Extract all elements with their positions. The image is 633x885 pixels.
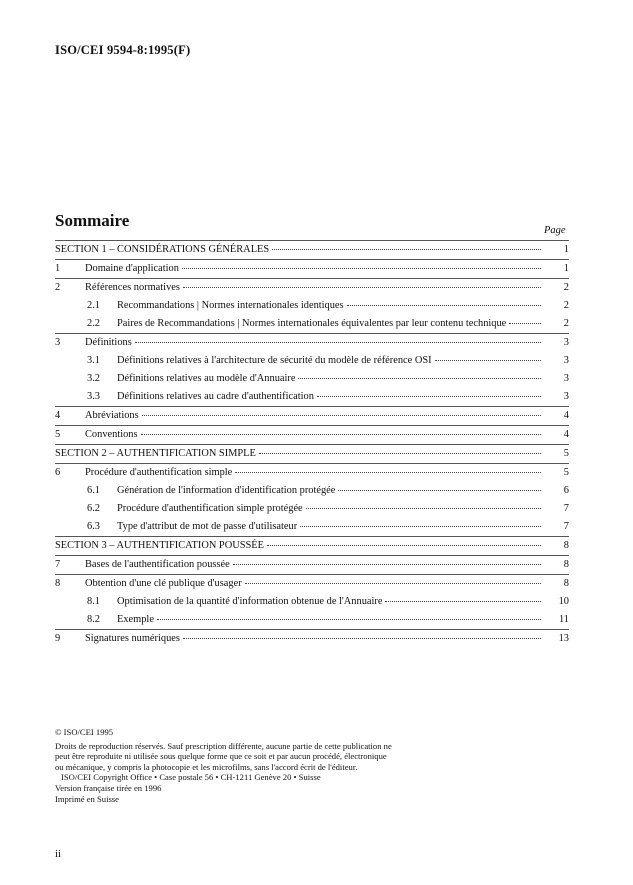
toc-entry-number: 6.3 bbox=[87, 521, 100, 532]
toc-entry-page: 6 bbox=[563, 485, 569, 496]
toc-entry-page: 11 bbox=[558, 614, 569, 625]
toc-entry bbox=[55, 500, 569, 518]
dot-leader bbox=[135, 342, 541, 343]
toc-entry-page: 3 bbox=[563, 391, 569, 402]
toc-entry-title: Domaine d'application bbox=[85, 263, 179, 274]
dot-leader bbox=[385, 601, 541, 602]
copyright-notice bbox=[55, 727, 455, 804]
toc-entry-page: 13 bbox=[558, 633, 569, 644]
toc-entry-title: Bases de l'authentification poussée bbox=[85, 559, 230, 570]
toc-entry-page: 3 bbox=[563, 337, 569, 348]
toc-entry-page: 8 bbox=[563, 559, 569, 570]
dot-leader bbox=[306, 508, 541, 509]
dot-leader bbox=[298, 378, 541, 379]
toc-entry-title: Exemple bbox=[117, 614, 154, 625]
toc-entry-title: Optimisation de la quantité d'information obtenue de l'Annuaire bbox=[117, 596, 383, 607]
toc-entry-title: SECTION 2 – AUTHENTIFICATION SIMPLE bbox=[55, 448, 256, 459]
toc-entry-number: 5 bbox=[55, 429, 61, 440]
toc-entry-number: 2.1 bbox=[87, 300, 100, 311]
rights-line: ou mécanique, y compris la photocopie et les microfilms, sans l'accord écrit de l'éditeur. bbox=[55, 761, 358, 772]
toc-entry-page: 8 bbox=[563, 540, 569, 551]
printed-line: Imprimé en Suisse bbox=[55, 793, 119, 804]
toc-entry-title: Génération de l'information d'identification protégée bbox=[117, 485, 336, 496]
toc-entry-page: 3 bbox=[563, 355, 569, 366]
toc-entry-number: 2.2 bbox=[87, 318, 100, 329]
dot-leader bbox=[142, 415, 541, 416]
toc-entry-page: 1 bbox=[563, 244, 569, 255]
copyright-line: © ISO/CEI 1995 bbox=[55, 727, 114, 737]
toc-entry-number: 6.2 bbox=[87, 503, 100, 514]
toc-entry bbox=[55, 574, 569, 593]
dot-leader bbox=[235, 472, 541, 473]
toc-entry-title: SECTION 3 – AUTHENTIFICATION POUSSÉE bbox=[55, 540, 264, 551]
toc-entry bbox=[55, 518, 569, 536]
toc-entry-number: 2 bbox=[55, 282, 61, 293]
toc-entry bbox=[55, 297, 569, 315]
toc-entry-number: 6.1 bbox=[87, 485, 100, 496]
toc-entry-page: 2 bbox=[563, 318, 569, 329]
dot-leader bbox=[272, 249, 541, 250]
toc-entry-number: 1 bbox=[55, 263, 61, 274]
toc-entry bbox=[55, 482, 569, 500]
toc-entry-page: 7 bbox=[563, 521, 569, 532]
table-of-contents bbox=[55, 240, 569, 648]
document-code: ISO/CEI 9594-8:1995(F) bbox=[55, 43, 191, 57]
toc-section-heading bbox=[55, 240, 569, 259]
dot-leader bbox=[509, 323, 541, 324]
rights-line: Droits de reproduction réservés. Sauf prescription différente, aucune partie de cette publication ne bbox=[55, 740, 392, 751]
toc-entry-number: 3.1 bbox=[87, 355, 100, 366]
page-column-label: Page bbox=[544, 225, 566, 236]
toc-entry-page: 1 bbox=[563, 263, 569, 274]
toc-entry-title: Recommandations | Normes internationales identiques bbox=[117, 300, 344, 311]
dot-leader bbox=[259, 453, 541, 454]
toc-entry-title: Définitions relatives à l'architecture de sécurité du modèle de référence OSI bbox=[117, 355, 432, 366]
dot-leader bbox=[347, 305, 541, 306]
toc-entry-title: Signatures numériques bbox=[85, 633, 180, 644]
toc-entry bbox=[55, 315, 569, 333]
toc-entry-number: 7 bbox=[55, 559, 61, 570]
toc-entry bbox=[55, 388, 569, 406]
toc-entry bbox=[55, 629, 569, 648]
toc-entry-page: 8 bbox=[563, 578, 569, 589]
dot-leader bbox=[182, 268, 541, 269]
toc-entry-title: Type d'attribut de mot de passe d'utilisateur bbox=[117, 521, 298, 532]
toc-entry-number: 3.2 bbox=[87, 373, 100, 384]
toc-entry-page: 2 bbox=[563, 300, 569, 311]
copyright-address: ISO/CEI Copyright Office • Case postale 56 • CH-1211 Genève 20 • Suisse bbox=[61, 772, 321, 783]
toc-entry bbox=[55, 463, 569, 482]
toc-entry-title: Paires de Recommandations | Normes internationales équivalentes par leur contenu technique bbox=[117, 318, 507, 329]
toc-entry-page: 5 bbox=[563, 467, 569, 478]
dot-leader bbox=[338, 490, 541, 491]
toc-entry-title: Procédure d'authentification simple bbox=[85, 467, 233, 478]
toc-entry-page: 4 bbox=[563, 410, 569, 421]
toc-entry-title: Conventions bbox=[85, 429, 138, 440]
toc-entry-number: 3 bbox=[55, 337, 61, 348]
dot-leader bbox=[183, 287, 541, 288]
toc-entry-page: 2 bbox=[563, 282, 569, 293]
toc-entry bbox=[55, 406, 569, 425]
toc-entry-title: Définitions relatives au modèle d'Annuaire bbox=[117, 373, 296, 384]
toc-entry bbox=[55, 259, 569, 278]
dot-leader bbox=[267, 545, 541, 546]
toc-entry-number: 6 bbox=[55, 467, 61, 478]
rights-line: peut être reproduite ni utilisée sous quelque forme que ce soit et par aucun procédé, électronique bbox=[55, 751, 387, 762]
toc-entry-page: 3 bbox=[563, 373, 569, 384]
page-number: ii bbox=[55, 848, 62, 860]
toc-entry bbox=[55, 333, 569, 352]
toc-entry bbox=[55, 593, 569, 611]
toc-entry-number: 8 bbox=[55, 578, 61, 589]
toc-entry-page: 10 bbox=[558, 596, 569, 607]
dot-leader bbox=[141, 434, 541, 435]
dot-leader bbox=[157, 619, 541, 620]
toc-entry-number: 4 bbox=[55, 410, 61, 421]
version-line: Version française tirée en 1996 bbox=[55, 782, 162, 793]
toc-entry-title: SECTION 1 – CONSIDÉRATIONS GÉNÉRALES bbox=[55, 244, 270, 255]
toc-entry bbox=[55, 370, 569, 388]
toc-entry-page: 7 bbox=[563, 503, 569, 514]
dot-leader bbox=[245, 583, 541, 584]
toc-title: Sommaire bbox=[55, 211, 130, 230]
toc-entry-page: 4 bbox=[563, 429, 569, 440]
toc-section-heading bbox=[55, 444, 569, 463]
toc-entry-number: 9 bbox=[55, 633, 61, 644]
toc-entry bbox=[55, 278, 569, 297]
toc-entry-number: 3.3 bbox=[87, 391, 100, 402]
dot-leader bbox=[435, 360, 541, 361]
toc-entry-page: 5 bbox=[563, 448, 569, 459]
toc-entry bbox=[55, 555, 569, 574]
dot-leader bbox=[300, 526, 541, 527]
dot-leader bbox=[233, 564, 541, 565]
toc-entry-number: 8.2 bbox=[87, 614, 100, 625]
toc-entry-title: Références normatives bbox=[85, 282, 180, 293]
toc-entry bbox=[55, 425, 569, 444]
toc-section-heading bbox=[55, 536, 569, 555]
toc-entry bbox=[55, 611, 569, 629]
toc-entry bbox=[55, 352, 569, 370]
toc-entry-title: Définitions bbox=[85, 337, 132, 348]
dot-leader bbox=[183, 638, 541, 639]
toc-entry-number: 8.1 bbox=[87, 596, 100, 607]
toc-entry-title: Abréviations bbox=[85, 410, 139, 421]
toc-entry-title: Obtention d'une clé publique d'usager bbox=[85, 578, 242, 589]
dot-leader bbox=[317, 396, 541, 397]
toc-entry-title: Procédure d'authentification simple protégée bbox=[117, 503, 303, 514]
toc-entry-title: Définitions relatives au cadre d'authentification bbox=[117, 391, 314, 402]
